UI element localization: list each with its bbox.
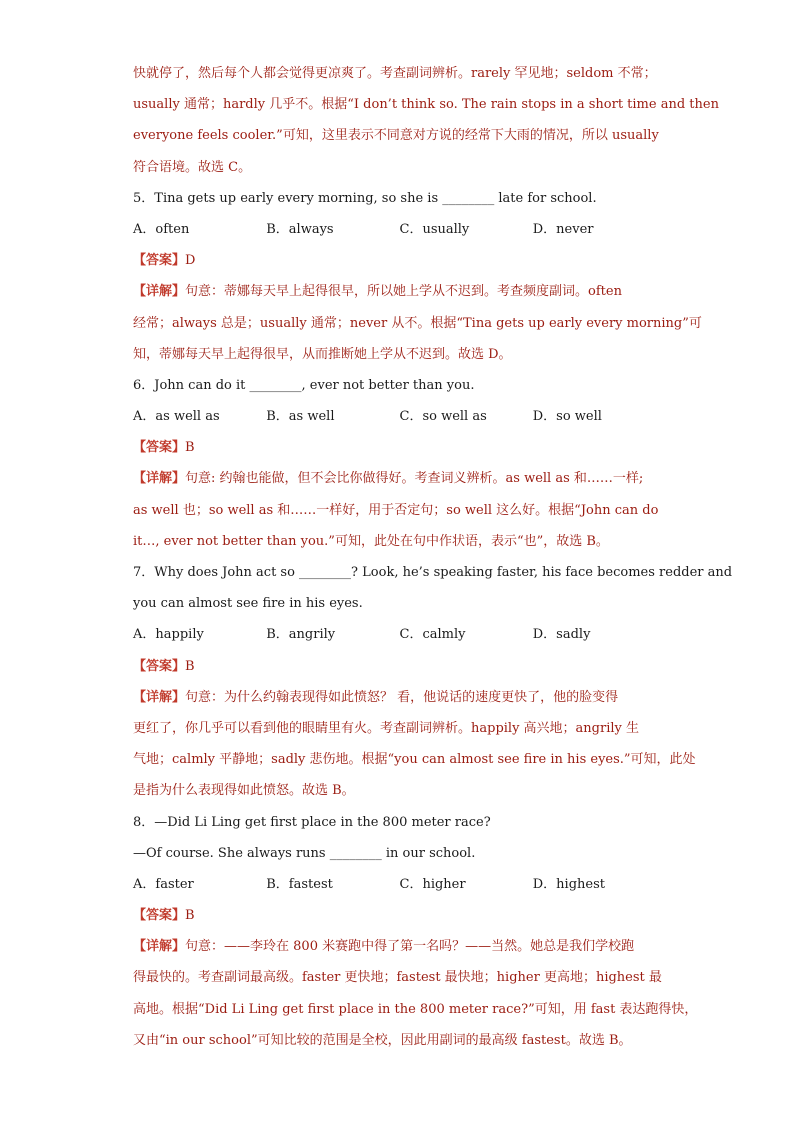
previous-explanation xyxy=(133,58,719,183)
question-stem: 6．John can do it ________, ever not better than you. xyxy=(133,377,475,393)
explanation-text: 句意：蒂娜每天早上起得很早，所以她上学从不迟到。考查频度副词。often xyxy=(185,284,622,300)
explanation-line: 经常；always 总是；usually 通常；never 从不。根据“Tina gets up early every morning”可 xyxy=(133,315,702,331)
question-options xyxy=(133,869,666,900)
question-options xyxy=(133,401,666,432)
option-d: D．so well xyxy=(532,409,602,425)
option-d: D．sadly xyxy=(532,627,591,643)
explanation-line: 快就停了，然后每个人都会觉得更凉爽了。考查副词辨析。rarely 罕见地；seldom 不常； xyxy=(133,66,657,81)
option-b: B．as well xyxy=(266,409,335,425)
question-stem: 7．Why does John act so ________? Look, he’s speaking faster, his face becomes redder and xyxy=(133,565,733,580)
explanation-line: as well 也；so well as 和……一样好，用于否定句；so well 这么好。根据“John can do xyxy=(133,502,659,518)
explanation-line xyxy=(133,463,666,494)
answer-value: D xyxy=(185,253,196,269)
option-c: C．calmly xyxy=(399,627,466,643)
explanation-line: 是指为什么表现得如此愤怒。故选 B。 xyxy=(133,783,355,799)
explanation-line: 又由“in our school”可知比较的范围是全校，因此用副词的最高级 fastest。故选 B。 xyxy=(133,1032,632,1048)
detail-tag: 【详解】 xyxy=(133,284,186,300)
explanation-line: 得最快的。考查副词最高级。faster 更快地；fastest 最快地；higher 更高地；highest 最 xyxy=(133,970,662,986)
answer-tag: 【答案】 xyxy=(133,253,186,269)
answer-tag: 【答案】 xyxy=(133,908,186,924)
question-stem: 8．—Did Li Ling get first place in the 800 meter race? xyxy=(133,814,491,830)
explanation-line: 气地；calmly 平静地；sadly 悲伤地。根据“you can almost see fire in his eyes.”可知，此处 xyxy=(133,752,696,768)
option-d: D．highest xyxy=(532,876,605,892)
answer-line xyxy=(133,900,666,931)
answer-value: B xyxy=(185,440,195,456)
question-5 xyxy=(133,183,702,370)
answer-tag: 【答案】 xyxy=(133,658,186,674)
explanation-line: 知，蒂娜每天早上起得很早，从而推断她上学从不迟到。故选 D。 xyxy=(133,346,512,362)
explanation-line xyxy=(133,276,666,307)
question-stem: you can almost see fire in his eyes. xyxy=(133,596,363,612)
explanation-line: 符合语境。故选 C。 xyxy=(133,159,252,175)
option-c: C．higher xyxy=(399,876,466,892)
question-stem: —Of course. She always runs ________ in our school. xyxy=(133,845,476,861)
explanation-line: usually 通常；hardly 几乎不。根据“I don’t think so. The rain stops in a short time and then xyxy=(133,97,719,113)
question-stem: 5．Tina gets up early every morning, so she is ________ late for school. xyxy=(133,190,597,206)
detail-tag: 【详解】 xyxy=(133,939,186,955)
option-a: A．often xyxy=(133,221,190,237)
option-a: A．faster xyxy=(133,876,194,892)
explanation-line: everyone feels cooler.”可知，这里表示不同意对方说的经常下大雨的情况，所以 usually xyxy=(133,128,659,144)
answer-line xyxy=(133,651,666,682)
explanation-line: 更红了，你几乎可以看到他的眼睛里有火。考查副词辨析。happily 高兴地；angrily 生 xyxy=(133,720,640,736)
option-b: B．always xyxy=(266,221,334,237)
answer-value: B xyxy=(185,658,195,674)
question-6 xyxy=(133,370,666,557)
option-b: B．angrily xyxy=(266,627,336,643)
option-a: A．happily xyxy=(133,627,204,643)
explanation-line xyxy=(133,682,666,713)
detail-tag: 【详解】 xyxy=(133,689,186,705)
explanation-line: it…, ever not better than you.”可知，此处在句中作状语，表示“也”，故选 B。 xyxy=(133,533,609,549)
answer-line xyxy=(133,432,666,463)
option-a: A．as well as xyxy=(133,409,220,425)
detail-tag: 【详解】 xyxy=(133,471,186,487)
answer-line xyxy=(133,245,666,276)
explanation-text: 句意：为什么约翰表现得如此愤怒？ 看，他说话的速度更快了，他的脸变得 xyxy=(185,689,619,705)
option-b: B．fastest xyxy=(266,876,333,892)
option-c: C．so well as xyxy=(399,409,487,425)
explanation-text: 句意：——李玲在 800 米赛跑中得了第一名吗？——当然。她总是我们学校跑 xyxy=(185,939,635,955)
option-c: C．usually xyxy=(399,221,470,237)
answer-value: B xyxy=(185,908,195,924)
explanation-line xyxy=(133,931,666,962)
answer-tag: 【答案】 xyxy=(133,440,186,456)
option-d: D．never xyxy=(532,221,594,237)
question-8 xyxy=(133,807,698,1057)
question-options xyxy=(133,619,666,650)
question-options xyxy=(133,214,666,245)
explanation-text: 句意: 约翰也能做，但不会比你做得好。考查词义辨析。as well as 和……一样; xyxy=(185,471,644,487)
question-7 xyxy=(133,557,733,807)
explanation-line: 高地。根据“Did Li Ling get first place in the 800 meter race?”可知，用 fast 表达跑得快， xyxy=(133,1001,698,1017)
